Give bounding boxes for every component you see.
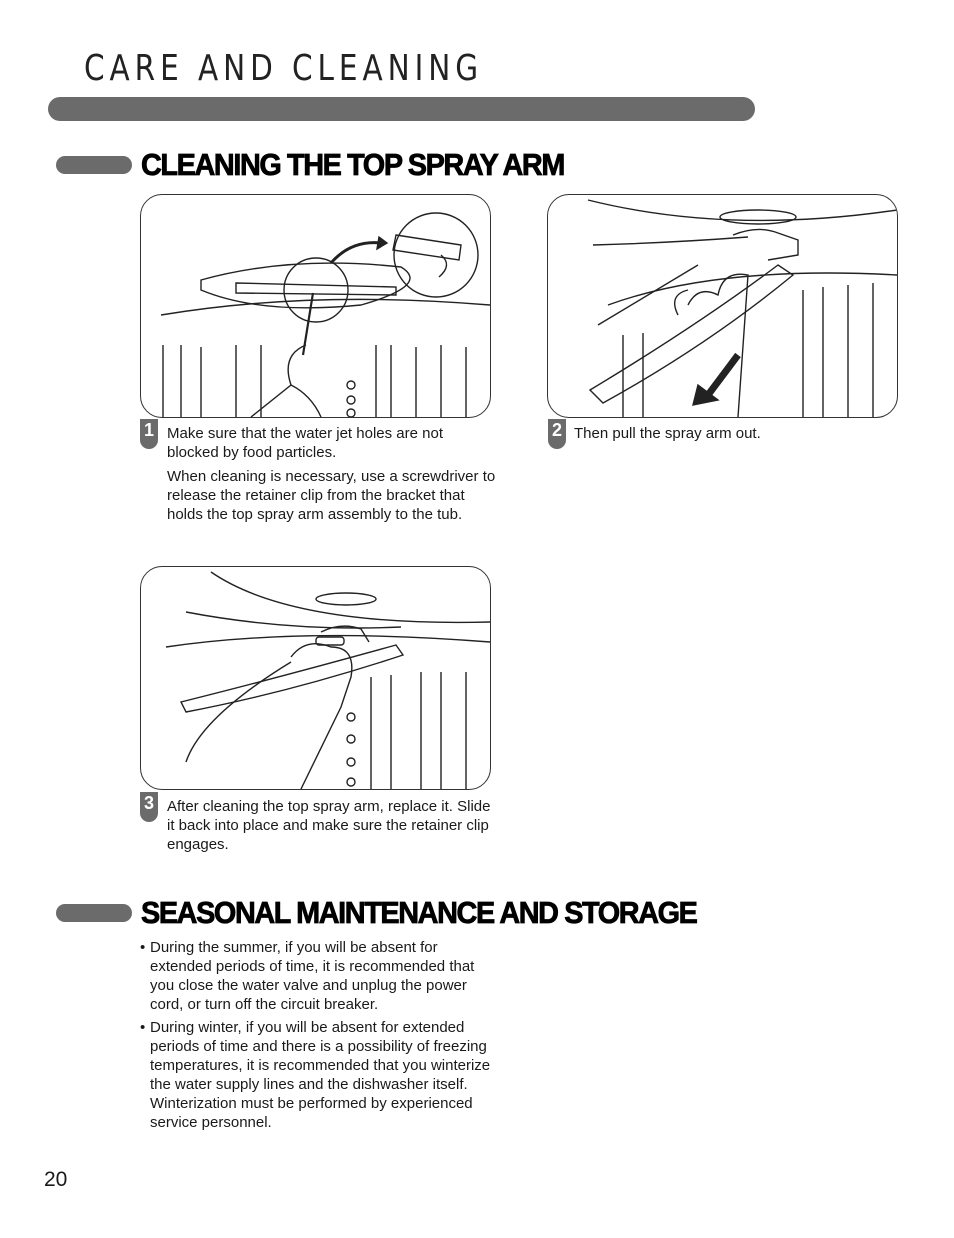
- step-2-text: [574, 424, 904, 448]
- step-badge-1: 1: [140, 419, 158, 449]
- figure-step-3-replace-arm: [140, 566, 491, 790]
- step-3-paragraph-1: After cleaning the top spray arm, replace it. Slide it back into place and make sure the retainer clip engages.: [167, 798, 491, 853]
- header-bar: [48, 97, 755, 121]
- page-header-title: CARE AND CLEANING: [84, 48, 484, 89]
- bullet-text: During the summer, if you will be absent for extended periods of time, it is recommended that you close the water valve and unplug the power cord, or turn off the circuit breaker.: [150, 939, 475, 1013]
- section-title-seasonal: SEASONAL MAINTENANCE AND STORAGE: [141, 895, 697, 930]
- figure-step-2-pull-arm: [547, 194, 898, 418]
- bullet-text: During winter, if you will be absent for extended periods of time and there is a possibility of freezing temperatures, it is recommended that you winterize the water supply lines and the dishwasher itself. Winterization must be performed by experienced service personnel.: [150, 1019, 491, 1131]
- step-2-paragraph-1: Then pull the spray arm out.: [574, 425, 761, 442]
- seasonal-bullet-list: [140, 938, 500, 1136]
- step-badge-3: 3: [140, 792, 158, 822]
- bullet-dot: •: [140, 939, 146, 956]
- list-item: [140, 1018, 500, 1132]
- page-number: 20: [44, 1168, 68, 1191]
- step-1-paragraph-1: Make sure that the water jet holes are not blocked by food particles.: [167, 425, 443, 461]
- figure-step-1-screwdriver: [140, 194, 491, 418]
- step-1-paragraph-2: When cleaning is necessary, use a screwdriver to release the retainer clip from the bracket that holds the top spray arm assembly to the tub.: [167, 468, 496, 523]
- step-1-text: [167, 424, 497, 529]
- step-3-text: [167, 797, 497, 859]
- step-badge-2: 2: [548, 419, 566, 449]
- list-item: [140, 938, 500, 1014]
- bullet-dot: •: [140, 1019, 146, 1036]
- section-title-spray-arm: CLEANING THE TOP SPRAY ARM: [141, 147, 564, 182]
- section-pill: [56, 156, 132, 174]
- section-pill: [56, 904, 132, 922]
